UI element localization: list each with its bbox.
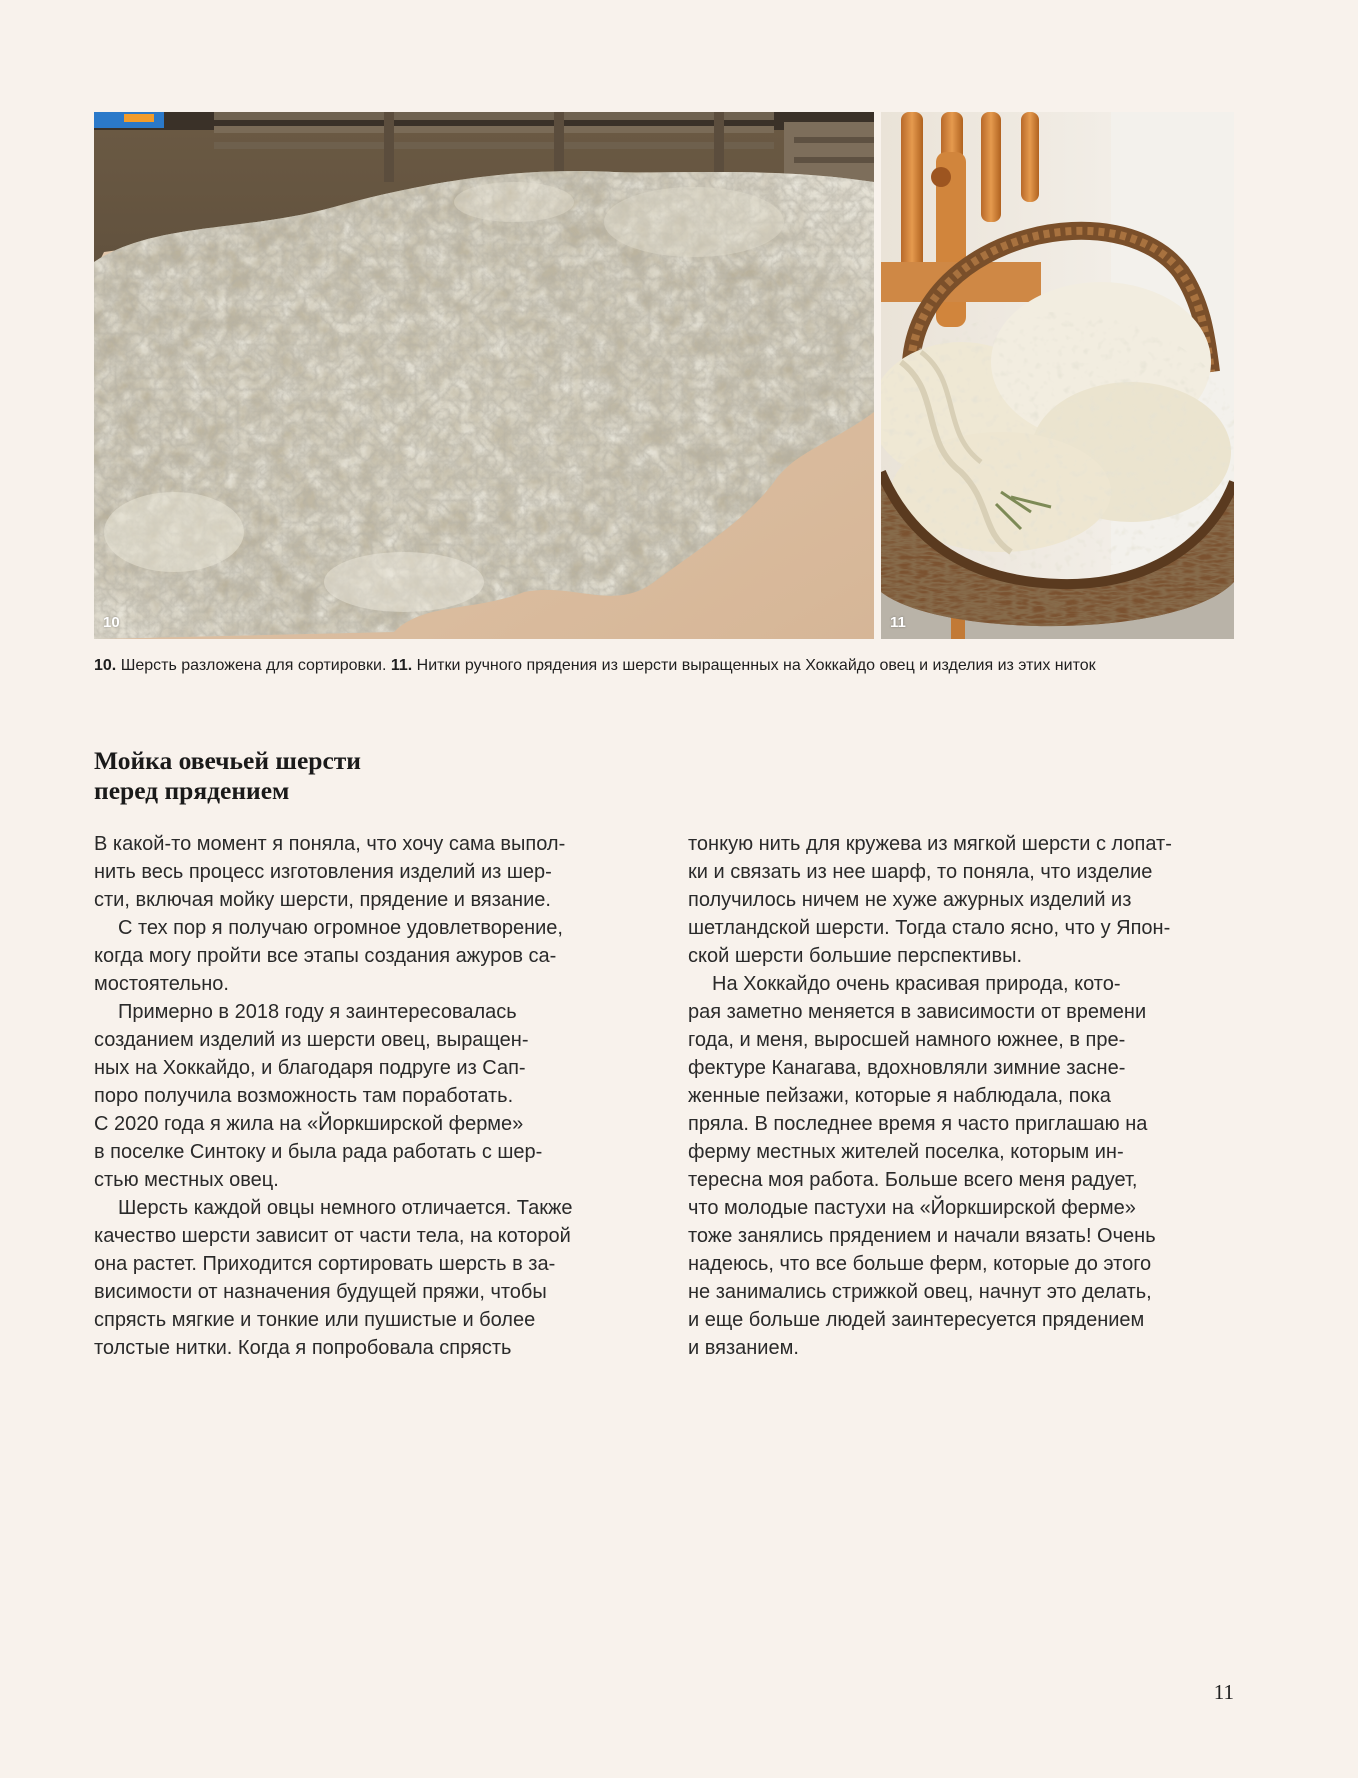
text-line: спрясть мягкие и тонкие или пушистые и более <box>94 1309 536 1331</box>
text-line: пряла. В последнее время я часто приглашаю на <box>688 1113 1148 1135</box>
text-line: В какой-то момент я поняла, что хочу сама выпол- <box>94 833 566 855</box>
text-line: шетландской шерсти. Тогда стало ясно, что у Япон- <box>688 917 1171 939</box>
section-heading <box>94 746 654 806</box>
text-line: когда могу пройти все этапы создания ажуров са- <box>94 945 557 967</box>
text-line: что молодые пастухи на «Йоркширской ферме» <box>688 1197 1136 1219</box>
text-line: сти, включая мойку шерсти, прядение и вязание. <box>94 889 551 911</box>
text-line: рая заметно меняется в зависимости от времени <box>688 1001 1147 1023</box>
text-line: года, и меня, выросшей намного южнее, в пре- <box>688 1029 1126 1051</box>
text-line: стью местных овец. <box>94 1169 279 1191</box>
text-line: она растет. Приходится сортировать шерсть в за- <box>94 1253 556 1275</box>
text-line: нить весь процесс изготовления изделий из шер- <box>94 861 552 883</box>
text-line: Шерсть каждой овцы немного отличается. Также <box>118 1197 573 1219</box>
text-line: С тех пор я получаю огромное удовлетворение, <box>118 917 563 939</box>
caption-number-10: 10. <box>94 657 117 674</box>
text-column-left <box>94 830 654 1362</box>
text-line: мостоятельно. <box>94 973 229 995</box>
text-line: тересна моя работа. Больше всего меня радует, <box>688 1169 1138 1191</box>
photo-fleece-sorting <box>94 112 874 639</box>
photo-number: 10 <box>103 614 120 631</box>
text-line: висимости от назначения будущей пряжи, чтобы <box>94 1281 547 1303</box>
text-line: созданием изделий из шерсти овец, выращен- <box>94 1029 529 1051</box>
text-line: ской шерсти большие перспективы. <box>688 945 1023 967</box>
text-line: Примерно в 2018 году я заинтересовалась <box>118 1001 517 1023</box>
page-number: 11 <box>1213 1680 1234 1704</box>
text-line: тоже занялись прядением и начали вязать! Очень <box>688 1225 1156 1247</box>
text-line: не занимались стрижкой овец, начнут это делать, <box>688 1281 1152 1303</box>
photo-caption <box>94 655 1234 677</box>
text-line: качество шерсти зависит от части тела, на которой <box>94 1225 571 1247</box>
text-line: На Хоккайдо очень красивая природа, кото- <box>712 973 1121 995</box>
text-line: и еще больше людей заинтересуется прядением <box>688 1309 1145 1331</box>
caption-text-10: Шерсть разложена для сортировки. <box>116 657 391 674</box>
basket-photo-illustration <box>881 112 1234 639</box>
text-line: ферму местных жителей поселка, которым ин- <box>688 1141 1124 1163</box>
text-column-right <box>688 830 1248 1362</box>
heading-line-1: Мойка овечьей шерсти <box>94 746 361 775</box>
text-line: получилось ничем не хуже ажурных изделий из <box>688 889 1132 911</box>
heading-line-2: перед прядением <box>94 776 290 805</box>
photo-basket-yarn <box>881 112 1234 639</box>
text-line: ки и связать из нее шарф, то поняла, что изделие <box>688 861 1153 883</box>
caption-number-11: 11. <box>390 657 413 674</box>
text-line: фектуре Канагава, вдохновляли зимние засне- <box>688 1057 1126 1079</box>
photo-number: 11 <box>890 614 906 631</box>
text-line: поро получила возможность там поработать. <box>94 1085 514 1107</box>
text-line: толстые нитки. Когда я попробовала спрясть <box>94 1337 512 1359</box>
caption-text-11: Нитки ручного прядения из шерсти выращенных на Хоккайдо овец и изделия из этих ниток <box>412 657 1096 674</box>
text-line: ных на Хоккайдо, и благодаря подруге из Сап- <box>94 1057 526 1079</box>
text-line: С 2020 года я жила на «Йоркширской ферме» <box>94 1113 524 1135</box>
fleece-photo-illustration <box>94 112 874 639</box>
text-line: женные пейзажи, которые я наблюдала, пока <box>688 1085 1111 1107</box>
text-line: в поселке Синтоку и была рада работать с шер- <box>94 1141 543 1163</box>
text-line: надеюсь, что все больше ферм, которые до этого <box>688 1253 1152 1275</box>
text-line: и вязанием. <box>688 1337 799 1359</box>
text-line: тонкую нить для кружева из мягкой шерсти с лопат- <box>688 833 1172 855</box>
